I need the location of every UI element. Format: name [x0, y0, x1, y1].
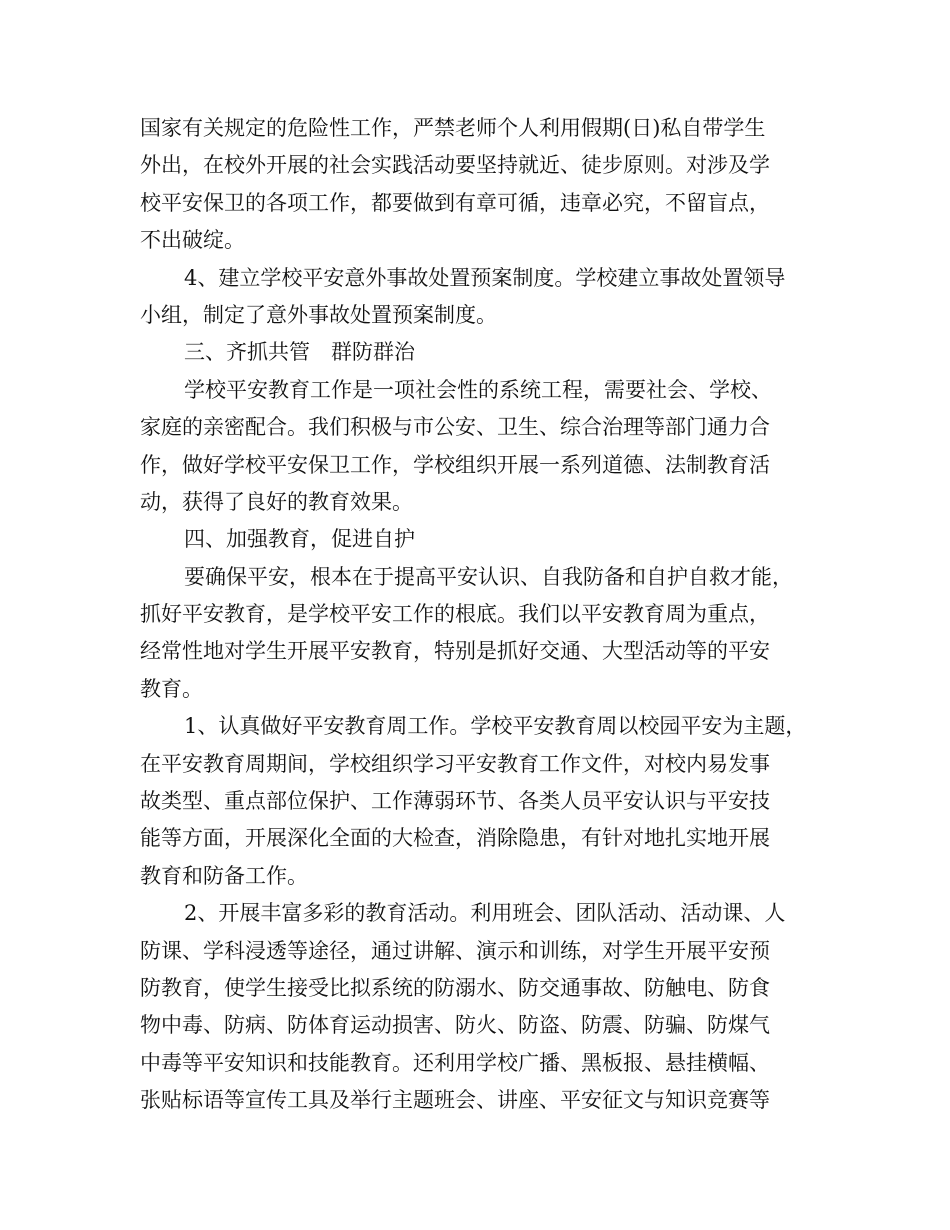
text-line: 小组，制定了意外事故处置预案制度。 [140, 302, 497, 327]
text-line: 2、开展丰富多彩的教育活动。利用班会、团队活动、活动课、人 [184, 901, 786, 926]
text-line: 校平安保卫的各项工作，都要做到有章可循，违章必究，不留盲点， [140, 190, 770, 215]
text-line: 学校平安教育工作是一项社会性的系统工程，需要社会、学校、 [184, 377, 772, 402]
text-line: 故类型、重点部位保护、工作薄弱环节、各类人员平安认识与平安技 [140, 789, 770, 814]
text-line: 4、建立学校平安意外事故处置预案制度。学校建立事故处置领导 [184, 265, 786, 290]
text-line: 张贴标语等宣传工具及举行主题班会、讲座、平安征文与知识竞赛等 [140, 1088, 770, 1113]
text-line: 能等方面，开展深化全面的大检查，消除隐患，有针对地扎实地开展 [140, 826, 770, 851]
body-text [140, 110, 830, 1120]
text-line: 要确保平安，根本在于提高平安认识、自我防备和自护自救才能， [184, 564, 793, 589]
text-line: 动，获得了良好的教育效果。 [140, 489, 413, 514]
text-line: 抓好平安教育，是学校平安工作的根底。我们以平安教育周为重点， [140, 602, 770, 627]
text-line: 教育。 [140, 676, 203, 701]
text-line: 中毒等平安知识和技能教育。还利用学校广播、黑板报、悬挂横幅、 [140, 1050, 770, 1075]
text-line: 防课、学科浸透等途径，通过讲解、演示和训练，对学生开展平安预 [140, 938, 770, 963]
text-line: 防教育，使学生接受比拟系统的防溺水、防交通事故、防触电、防食 [140, 975, 770, 1000]
text-line: 经常性地对学生开展平安教育，特别是抓好交通、大型活动等的平安 [140, 639, 770, 664]
text-line: 国家有关规定的危险性工作，严禁老师个人利用假期(日)私自带学生 [140, 116, 766, 140]
text-line: 外出，在校外开展的社会实践活动要坚持就近、徒步原则。对涉及学 [140, 153, 770, 178]
text-line: 作，做好学校平安保卫工作，学校组织开展一系列道德、法制教育活 [140, 452, 770, 477]
text-line: 在平安教育周期间，学校组织学习平安教育工作文件，对校内易发事 [140, 751, 770, 776]
text-line: 教育和防备工作。 [140, 863, 308, 888]
text-line: 1、认真做好平安教育周工作。学校平安教育周以校园平安为主题， [184, 714, 807, 739]
section-heading: 四、加强教育，促进自护 [184, 527, 415, 552]
text-line: 家庭的亲密配合。我们积极与市公安、卫生、综合治理等部门通力合 [140, 415, 770, 440]
section-heading: 三、齐抓共管 群防群治 [184, 340, 415, 365]
text-line: 不出破绽。 [140, 228, 245, 253]
text-line: 物中毒、防病、防体育运动损害、防火、防盗、防震、防骗、防煤气 [140, 1013, 770, 1038]
